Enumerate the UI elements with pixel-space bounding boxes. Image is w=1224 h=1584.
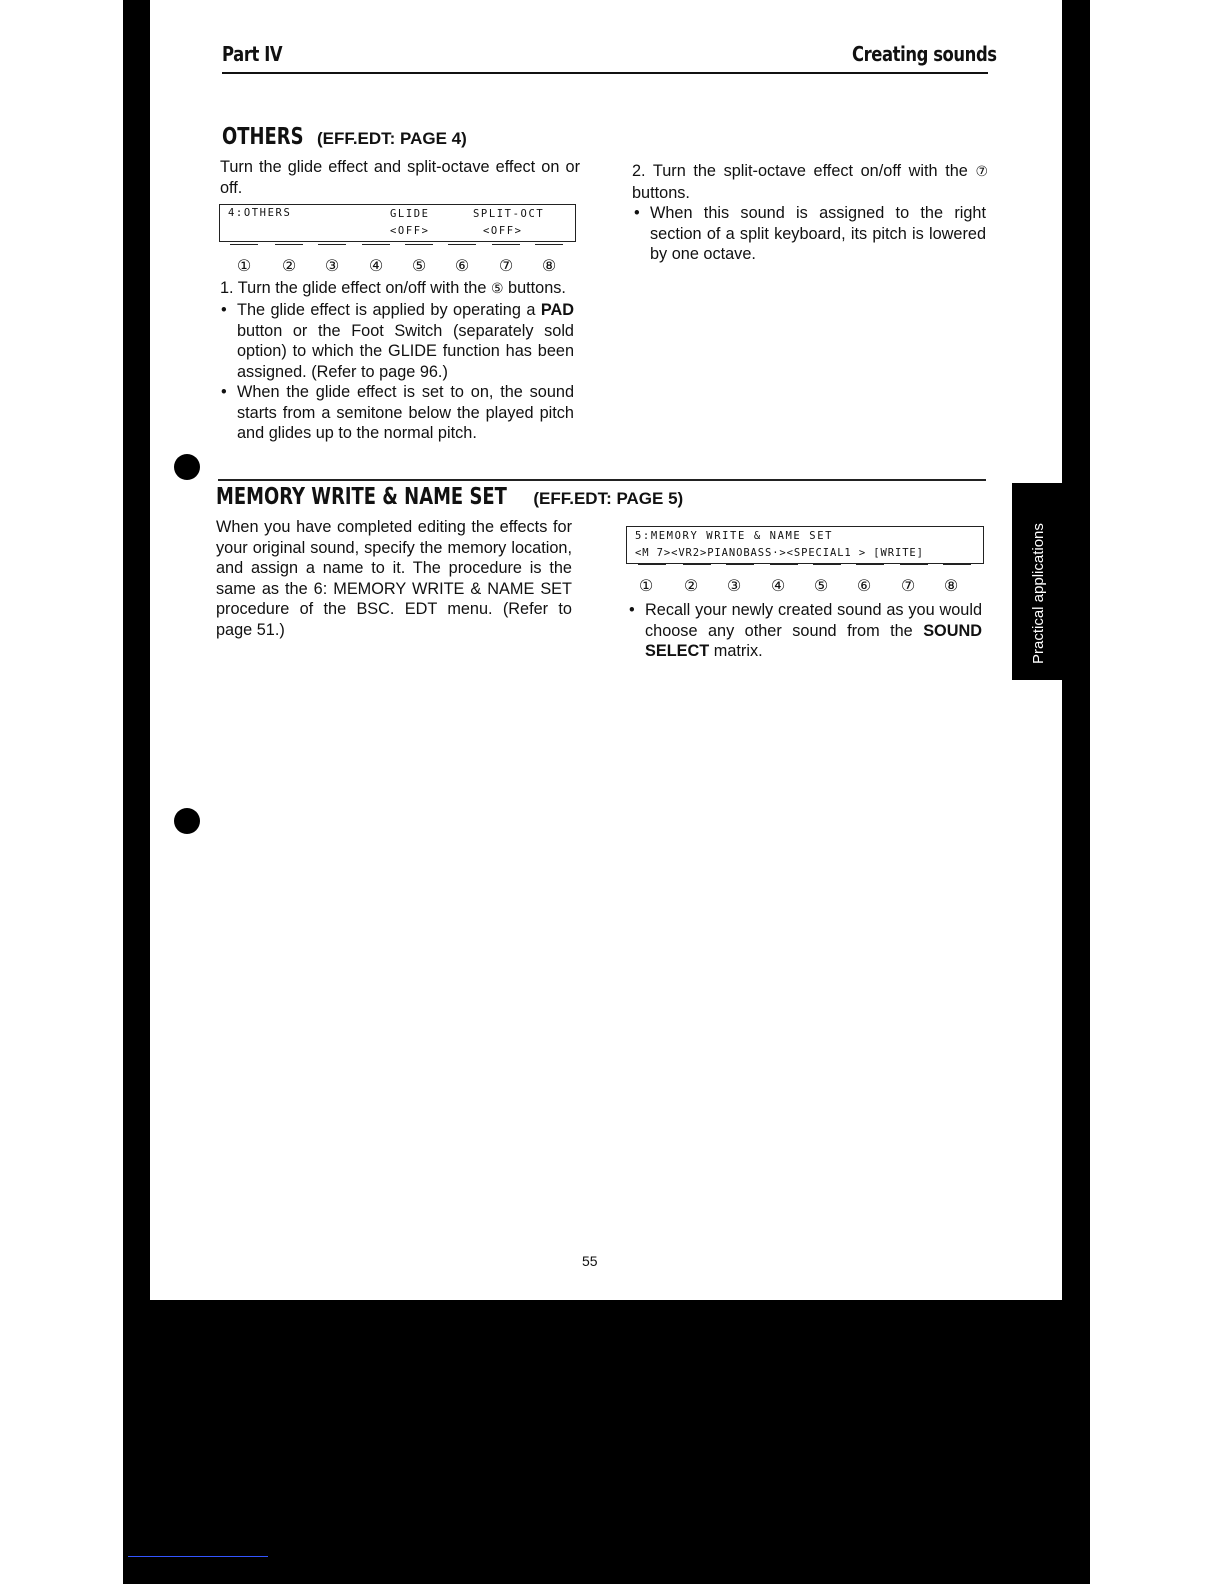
others-bullet-1 xyxy=(221,300,574,382)
others-bullet-2 xyxy=(221,382,574,444)
button-6: ⑥ xyxy=(856,576,872,595)
lcd-splitoct-label: SPLIT-OCT xyxy=(473,208,545,220)
step1-text-a: 1. Turn the glide effect on/off with the xyxy=(220,279,491,297)
memory-bullet-sound-select: SOUND SELECT xyxy=(645,621,982,660)
memory-bullet xyxy=(629,600,982,662)
others-button-row xyxy=(230,244,570,280)
bullet-dot: • xyxy=(221,383,227,401)
button-4: ④ xyxy=(770,576,786,595)
bullet-dot: • xyxy=(221,301,227,319)
button-4: ④ xyxy=(368,256,384,275)
header-chapter: Creating sounds xyxy=(852,42,997,66)
bullet-dot: • xyxy=(634,204,640,222)
header-rule xyxy=(222,72,988,74)
button-dash xyxy=(638,564,666,565)
button-dash xyxy=(362,244,390,245)
button-dash xyxy=(318,244,346,245)
button-5: ⑤ xyxy=(411,256,427,275)
manual-page xyxy=(150,0,1062,1300)
button-1: ① xyxy=(236,256,252,275)
button-dash xyxy=(770,564,798,565)
others-step-2 xyxy=(632,161,988,203)
button-dash xyxy=(275,244,303,245)
bullet3-text: When this sound is assigned to the right section of a split keyboard, its pitch is lowered by one octave. xyxy=(650,204,986,263)
bullet1-text-b: button or the Foot Switch (separately sold option) to which the GLIDE function has been assigned. (Refer to page 96.) xyxy=(237,321,574,381)
step2-text-a: 2. Turn the split-octave effect on/off with the xyxy=(632,162,976,180)
button-dash xyxy=(448,244,476,245)
button-dash xyxy=(535,244,563,245)
button-5: ⑤ xyxy=(813,576,829,595)
step2-text-b: buttons. xyxy=(632,183,690,202)
scan-artifact-line xyxy=(128,1556,268,1557)
bullet1-text-a: The glide effect is applied by operating a xyxy=(237,301,541,319)
header-part: Part IV xyxy=(222,42,283,66)
others-title-main: OTHERS xyxy=(222,124,304,150)
step1-button-symbol: ⑤ xyxy=(490,281,504,297)
memory-title-page: (EFF.EDT: PAGE 5) xyxy=(533,489,684,508)
memory-title xyxy=(216,484,683,510)
button-dash xyxy=(230,244,258,245)
memory-button-row xyxy=(638,564,978,600)
section-rule xyxy=(218,479,986,481)
button-dash xyxy=(683,564,711,565)
memory-title-main: MEMORY WRITE & NAME SET xyxy=(216,484,507,510)
button-dash xyxy=(813,564,841,565)
step2-button-symbol: ⑦ xyxy=(975,164,988,180)
others-step-1 xyxy=(220,278,576,300)
button-dash xyxy=(943,564,971,565)
lcd-glide-value: <OFF> xyxy=(390,225,430,237)
button-dash xyxy=(726,564,754,565)
page-margin-left xyxy=(0,0,123,1584)
button-dash xyxy=(492,244,520,245)
others-bullet-3 xyxy=(634,203,986,265)
bullet1-pad: PAD xyxy=(540,301,574,319)
memory-bullet-text-b: matrix. xyxy=(709,642,763,660)
button-6: ⑥ xyxy=(454,256,470,275)
button-dash xyxy=(856,564,884,565)
others-lcd xyxy=(219,204,576,242)
button-dash xyxy=(405,244,433,245)
bullet2-text: When the glide effect is set to on, the sound starts from a semitone below the played pitch and glides up to the normal pitch. xyxy=(237,383,574,442)
button-7: ⑦ xyxy=(900,576,916,595)
lcd-splitoct-value: <OFF> xyxy=(483,225,523,237)
scan-border-bottom xyxy=(123,1300,1090,1584)
button-3: ③ xyxy=(726,576,742,595)
bullet-dot: • xyxy=(629,601,635,619)
button-2: ② xyxy=(281,256,297,275)
binder-hole xyxy=(174,808,200,834)
button-1: ① xyxy=(638,576,654,595)
lcd-glide-label: GLIDE xyxy=(390,208,430,220)
others-title-page: (EFF.EDT: PAGE 4) xyxy=(316,129,467,148)
button-3: ③ xyxy=(324,256,340,275)
memory-paragraph: When you have completed editing the effects for your original sound, specify the memory location, and assign a name to it. The procedure is the same as the 6: MEMORY WRITE & NAME SET procedure of the BSC. EDT menu. (Refer to page 51.) xyxy=(216,518,572,639)
others-intro: Turn the glide effect and split-octave effect on or off. xyxy=(220,158,580,197)
lcd-page-label: 4:OTHERS xyxy=(228,207,292,219)
binder-hole xyxy=(174,454,200,480)
page-number: 55 xyxy=(582,1253,598,1269)
lcd-line-2: <M 7><VR2>PIANOBASS·><SPECIAL1 > [WRITE] xyxy=(635,547,924,559)
lcd-line-1: 5:MEMORY WRITE & NAME SET xyxy=(635,530,834,542)
step1-text-b: buttons. xyxy=(503,279,566,297)
button-8: ⑧ xyxy=(943,576,959,595)
button-8: ⑧ xyxy=(541,256,557,275)
side-tab-label: Practical applications xyxy=(1030,523,1047,664)
button-7: ⑦ xyxy=(498,256,514,275)
memory-lcd xyxy=(626,526,984,564)
button-2: ② xyxy=(683,576,699,595)
button-dash xyxy=(900,564,928,565)
memory-bullet-text-a: Recall your newly created sound as you would choose any other sound from the xyxy=(645,601,982,640)
others-title xyxy=(222,124,467,150)
